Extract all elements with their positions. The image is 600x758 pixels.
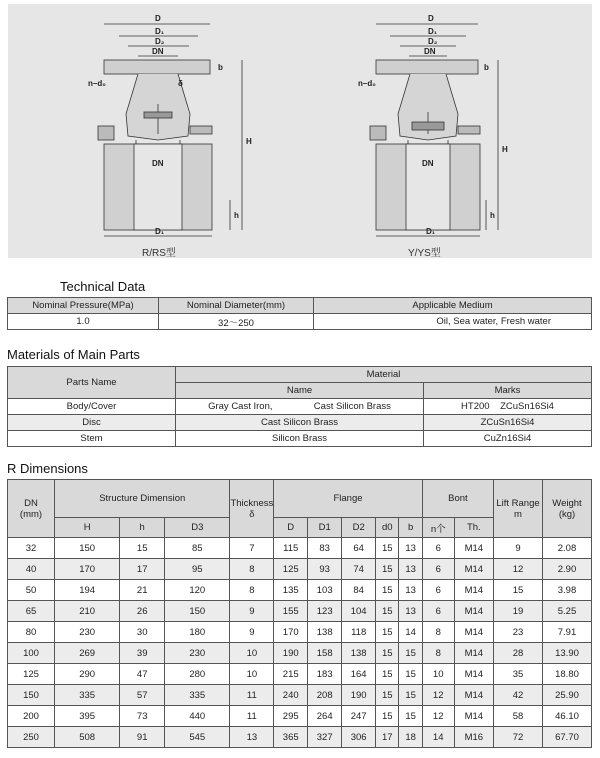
table-cell: 12: [494, 559, 543, 580]
left-label-D1-bottom: D₁: [155, 227, 165, 236]
table-cell: 327: [308, 727, 342, 748]
table-cell: 15: [376, 538, 399, 559]
subheader-d1: D1: [308, 518, 342, 538]
table-cell: M14: [454, 643, 493, 664]
table-cell: M14: [454, 559, 493, 580]
table-cell: 25.90: [543, 685, 592, 706]
left-label-D: D: [155, 14, 161, 23]
table-cell: 18.80: [543, 664, 592, 685]
table-cell: 138: [308, 622, 342, 643]
table-cell: M14: [454, 601, 493, 622]
subheader-hsmall: h: [120, 518, 165, 538]
table-cell: 115: [274, 538, 308, 559]
cell-material-name: [176, 399, 424, 415]
header-parts-name: Parts Name: [8, 367, 176, 399]
table-cell: 120: [165, 580, 230, 601]
table-cell: 21: [120, 580, 165, 601]
table-cell: 58: [494, 706, 543, 727]
table-cell: 15: [376, 685, 399, 706]
table-cell: 6: [422, 580, 454, 601]
header-dn: DN (mm): [8, 480, 55, 538]
table-row: [8, 727, 592, 748]
header-thickness: Thickness δ: [230, 480, 274, 538]
table-cell: 17: [120, 559, 165, 580]
table-cell: 30: [120, 622, 165, 643]
subheader-d: D: [274, 518, 308, 538]
table-cell: 8: [422, 643, 454, 664]
header-bont: Bont: [422, 480, 493, 518]
table-cell: 230: [165, 643, 230, 664]
left-label-n-d: n–d₀: [88, 79, 106, 88]
cell-nominal-diameter: 32～250: [159, 314, 314, 330]
cell-applicable-medium: Oil, Sea water, Fresh water: [314, 314, 592, 330]
table-cell: 72: [494, 727, 543, 748]
table-cell: 13: [399, 538, 422, 559]
table-cell: 18: [399, 727, 422, 748]
table-cell: 2.90: [543, 559, 592, 580]
table-cell: M14: [454, 538, 493, 559]
cell-material-name: Cast Silicon Brass: [176, 415, 424, 431]
table-cell: 39: [120, 643, 165, 664]
header-structure-dimension: Structure Dimension: [55, 480, 230, 518]
table-cell: 8: [230, 580, 274, 601]
table-cell: 125: [8, 664, 55, 685]
header-marks: Marks: [424, 383, 592, 399]
table-cell: 190: [274, 643, 308, 664]
left-drawing-caption: R/RS型: [142, 248, 176, 259]
table-cell: 9: [230, 601, 274, 622]
table-cell: 247: [342, 706, 376, 727]
table-cell: 155: [274, 601, 308, 622]
table-cell: 365: [274, 727, 308, 748]
table-cell: 93: [308, 559, 342, 580]
table-cell: 46.10: [543, 706, 592, 727]
table-cell: 508: [55, 727, 120, 748]
table-cell: 158: [308, 643, 342, 664]
table-cell: 95: [165, 559, 230, 580]
table-cell: M14: [454, 622, 493, 643]
table-cell: 6: [422, 538, 454, 559]
left-label-D1: D₁: [155, 27, 165, 36]
table-cell: 5.25: [543, 601, 592, 622]
table-cell: M16: [454, 727, 493, 748]
table-row: [8, 664, 592, 685]
materials-title: Materials of Main Parts: [7, 347, 140, 362]
drawing-panel: [8, 4, 592, 258]
table-cell: 280: [165, 664, 230, 685]
table-cell: 150: [55, 538, 120, 559]
table-cell: 545: [165, 727, 230, 748]
subheader-b: b: [399, 518, 422, 538]
table-cell: 295: [274, 706, 308, 727]
table-row: [8, 538, 592, 559]
table-cell: 164: [342, 664, 376, 685]
cell-material-name-a: Gray Cast Iron,: [208, 401, 273, 412]
table-cell: 150: [8, 685, 55, 706]
table-cell: 335: [55, 685, 120, 706]
table-cell: 84: [342, 580, 376, 601]
header-nominal-diameter: Nominal Diameter(mm): [159, 298, 314, 314]
cell-nominal-pressure: 1.0: [8, 314, 159, 330]
cell-material-name: Silicon Brass: [176, 431, 424, 447]
table-cell: 15: [399, 643, 422, 664]
table-cell: 13: [399, 580, 422, 601]
table-cell: 8: [230, 559, 274, 580]
table-cell: 183: [308, 664, 342, 685]
table-cell: 264: [308, 706, 342, 727]
left-label-DN-body: DN: [152, 159, 164, 168]
header-weight: Weight (kg): [543, 480, 592, 538]
table-cell: 7.91: [543, 622, 592, 643]
subheader-d0: d0: [376, 518, 399, 538]
header-applicable-medium: Applicable Medium: [314, 298, 592, 314]
table-cell: 40: [8, 559, 55, 580]
table-cell: 104: [342, 601, 376, 622]
table-cell: 26: [120, 601, 165, 622]
right-label-n-d: n–d₀: [358, 79, 376, 88]
table-cell: 103: [308, 580, 342, 601]
table-cell: 125: [274, 559, 308, 580]
header-nominal-pressure: Nominal Pressure(MPa): [8, 298, 159, 314]
table-row: [8, 643, 592, 664]
table-cell: 9: [494, 538, 543, 559]
table-row: [8, 622, 592, 643]
table-cell: 12: [422, 685, 454, 706]
header-lift-range: Lift Range m: [494, 480, 543, 538]
dimensions-body: [8, 538, 592, 748]
table-cell: 13: [399, 559, 422, 580]
table-cell: 10: [230, 643, 274, 664]
table-cell: 15: [120, 538, 165, 559]
table-cell: 13.90: [543, 643, 592, 664]
cell-marks: ZCuSn16Si4: [424, 415, 592, 431]
header-flange: Flange: [274, 480, 423, 518]
table-row: [8, 685, 592, 706]
table-cell: 17: [376, 727, 399, 748]
table-cell: 12: [422, 706, 454, 727]
table-cell: 15: [376, 580, 399, 601]
left-label-DN: DN: [152, 47, 164, 56]
table-cell: 215: [274, 664, 308, 685]
table-cell: 3.98: [543, 580, 592, 601]
subheader-d3: D3: [165, 518, 230, 538]
table-cell: 74: [342, 559, 376, 580]
table-cell: M14: [454, 685, 493, 706]
table-cell: 150: [165, 601, 230, 622]
table-cell: 11: [230, 685, 274, 706]
table-cell: 23: [494, 622, 543, 643]
table-cell: 10: [230, 664, 274, 685]
header-material: Material: [176, 367, 592, 383]
table-cell: 230: [55, 622, 120, 643]
subheader-th: Th.: [454, 518, 493, 538]
table-cell: 306: [342, 727, 376, 748]
table-cell: 9: [230, 622, 274, 643]
table-cell: 15: [376, 622, 399, 643]
table-cell: 100: [8, 643, 55, 664]
table-cell: 200: [8, 706, 55, 727]
left-label-b: b: [218, 63, 223, 72]
table-cell: 240: [274, 685, 308, 706]
table-cell: 15: [376, 664, 399, 685]
right-label-h: h: [490, 211, 495, 220]
table-cell: 14: [422, 727, 454, 748]
table-cell: 19: [494, 601, 543, 622]
table-cell: 80: [8, 622, 55, 643]
cell-material-name-b: Cast Silicon Brass: [313, 401, 391, 412]
cell-marks: HT200 ZCuSn16Si4: [424, 399, 592, 415]
table-cell: 85: [165, 538, 230, 559]
right-label-b: b: [484, 63, 489, 72]
table-cell: 67.70: [543, 727, 592, 748]
technical-data-title: Technical Data: [60, 279, 146, 294]
table-cell: 170: [55, 559, 120, 580]
table-cell: 15: [376, 706, 399, 727]
table-cell: 15: [376, 643, 399, 664]
table-cell: 180: [165, 622, 230, 643]
dimensions-table: [7, 479, 592, 748]
table-cell: 170: [274, 622, 308, 643]
table-cell: 42: [494, 685, 543, 706]
table-cell: 395: [55, 706, 120, 727]
right-label-D1: D₁: [428, 27, 438, 36]
table-cell: 15: [399, 706, 422, 727]
left-label-D2: D₂: [155, 37, 165, 46]
table-cell: 13: [230, 727, 274, 748]
valve-drawings: [8, 4, 592, 258]
cell-part: Body/Cover: [8, 399, 176, 415]
table-cell: 47: [120, 664, 165, 685]
table-cell: 15: [399, 685, 422, 706]
table-cell: 14: [399, 622, 422, 643]
right-label-DN-body: DN: [422, 159, 434, 168]
table-cell: 15: [376, 559, 399, 580]
subheader-d2: D2: [342, 518, 376, 538]
table-cell: M14: [454, 706, 493, 727]
table-cell: 2.08: [543, 538, 592, 559]
left-valve-drawing: [98, 24, 242, 236]
technical-data-header-row: [8, 298, 592, 314]
table-row: [8, 399, 592, 415]
technical-data-table: [7, 297, 592, 330]
table-cell: 208: [308, 685, 342, 706]
header-name: Name: [176, 383, 424, 399]
table-cell: 8: [422, 622, 454, 643]
table-cell: 194: [55, 580, 120, 601]
table-cell: M14: [454, 580, 493, 601]
table-cell: 11: [230, 706, 274, 727]
table-cell: 7: [230, 538, 274, 559]
cell-marks: CuZn16Si4: [424, 431, 592, 447]
table-cell: 73: [120, 706, 165, 727]
table-cell: 210: [55, 601, 120, 622]
table-cell: 28: [494, 643, 543, 664]
table-cell: 250: [8, 727, 55, 748]
table-row: [8, 559, 592, 580]
right-label-D: D: [428, 14, 434, 23]
table-cell: 15: [494, 580, 543, 601]
materials-table: [7, 366, 592, 447]
table-cell: 15: [376, 601, 399, 622]
table-cell: 83: [308, 538, 342, 559]
table-cell: 13: [399, 601, 422, 622]
table-cell: 32: [8, 538, 55, 559]
table-cell: 91: [120, 727, 165, 748]
table-row: [8, 431, 592, 447]
right-drawing-caption: Y/YS型: [408, 248, 441, 259]
dimensions-title: R Dimensions: [7, 461, 88, 476]
table-cell: 6: [422, 559, 454, 580]
technical-data-row: [8, 314, 592, 330]
table-cell: 50: [8, 580, 55, 601]
table-cell: 10: [422, 664, 454, 685]
table-cell: 440: [165, 706, 230, 727]
table-cell: 138: [342, 643, 376, 664]
table-cell: 65: [8, 601, 55, 622]
right-label-D1-bottom: D₁: [426, 227, 436, 236]
table-cell: 15: [399, 664, 422, 685]
right-label-H: H: [502, 145, 508, 154]
table-cell: 290: [55, 664, 120, 685]
table-cell: 190: [342, 685, 376, 706]
table-row: [8, 601, 592, 622]
left-label-h: h: [234, 211, 239, 220]
table-row: [8, 415, 592, 431]
cell-part: Stem: [8, 431, 176, 447]
left-label-H: H: [246, 137, 252, 146]
table-cell: 118: [342, 622, 376, 643]
table-cell: 335: [165, 685, 230, 706]
table-cell: 123: [308, 601, 342, 622]
table-row: [8, 580, 592, 601]
table-cell: 35: [494, 664, 543, 685]
table-cell: 57: [120, 685, 165, 706]
left-label-delta: δ: [178, 79, 183, 88]
right-label-D2: D₂: [428, 37, 438, 46]
table-row: [8, 706, 592, 727]
table-cell: M14: [454, 664, 493, 685]
cell-part: Disc: [8, 415, 176, 431]
table-cell: 64: [342, 538, 376, 559]
table-cell: 6: [422, 601, 454, 622]
table-cell: 269: [55, 643, 120, 664]
subheader-h: H: [55, 518, 120, 538]
subheader-n: n个: [422, 518, 454, 538]
table-cell: 135: [274, 580, 308, 601]
right-label-DN: DN: [424, 47, 436, 56]
